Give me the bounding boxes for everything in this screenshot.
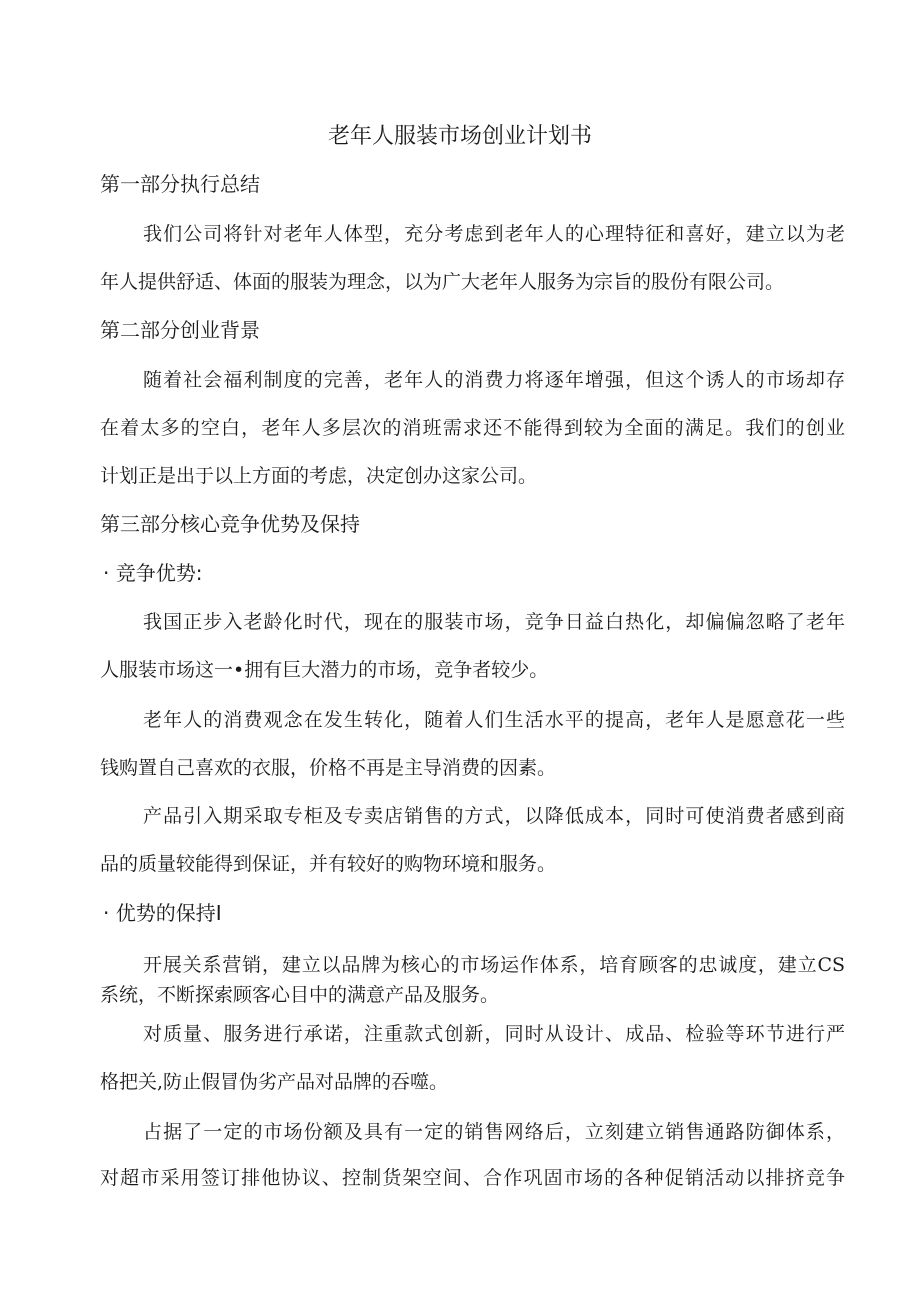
paragraph-line: 对超市采用签订排他协议、控制货架空间、合作巩固市场的各种促销活动以排挤竞争 [100,1167,845,1189]
paragraph-line: 系统，不断探索顾客心目中的满意产品及服务。 [100,984,500,1006]
paragraph-line: 对质量、服务进行承诺，注重款式创新，同时从设计、成品、检验等环节进行严 [143,1023,845,1045]
competitive-advantage-heading: · 竞争优势: [103,561,203,585]
paragraph-line: 年人提供舒适、体面的服装为理念，以为广大老年人服务为宗旨的股份有限公司。 [100,271,785,293]
paragraph-line: 开展关系营销，建立以品牌为核心的市场运作体系，培育顾客的忠诚度，建立CS [143,954,845,976]
paragraph-line: 在着太多的空白，老年人多层次的消班需求还不能得到较为全面的满足。我们的创业 [100,417,845,439]
paragraph-line: 品的质量较能得到保证，并有较好的购物环境和服务。 [100,853,557,875]
section-3-heading: 第三部分核心竞争优势及保持 [100,512,360,536]
section-2-heading: 第二部分创业背景 [100,318,260,342]
paragraph-line: 我国正步入老龄化时代，现在的服装市场，竞争日益白热化，却偏偏忽略了老年 [143,611,845,633]
paragraph-line: 占据了一定的市场份额及具有一定的销售网络后，立刻建立销售通路防御体系， [143,1121,845,1143]
paragraph-line: 老年人的消费观念在发生转化，随着人们生活水平的提高，老年人是愿意花一些 [143,709,845,731]
paragraph-line: 产品引入期采取专柜及专卖店销售的方式，以降低成本，同时可使消费者感到商 [143,805,845,827]
advantage-maintenance-heading: · 优势的保持I [103,901,222,925]
paragraph-line: 人服装市场这一•拥有巨大潜力的市场，竞争者较少。 [100,659,549,681]
paragraph-line: 格把关,防止假冒伪劣产品对品牌的吞噬。 [100,1071,449,1093]
paragraph-line: 钱购置自己喜欢的衣服，价格不再是主导消费的因素。 [100,757,557,779]
paragraph-line: 随着社会福利制度的完善，老年人的消费力将逐年增强，但这个诱人的市场却存 [143,369,845,391]
paragraph-line: 我们公司将针对老年人体型，充分考虑到老年人的心理特征和喜好，建立以为老 [143,223,845,245]
paragraph-line: 计划正是出于以上方面的考虑，决定创办这家公司。 [100,465,538,487]
document-title: 老年人服装市场创业计划书 [327,124,592,149]
section-1-heading: 第一部分执行总结 [100,172,260,196]
